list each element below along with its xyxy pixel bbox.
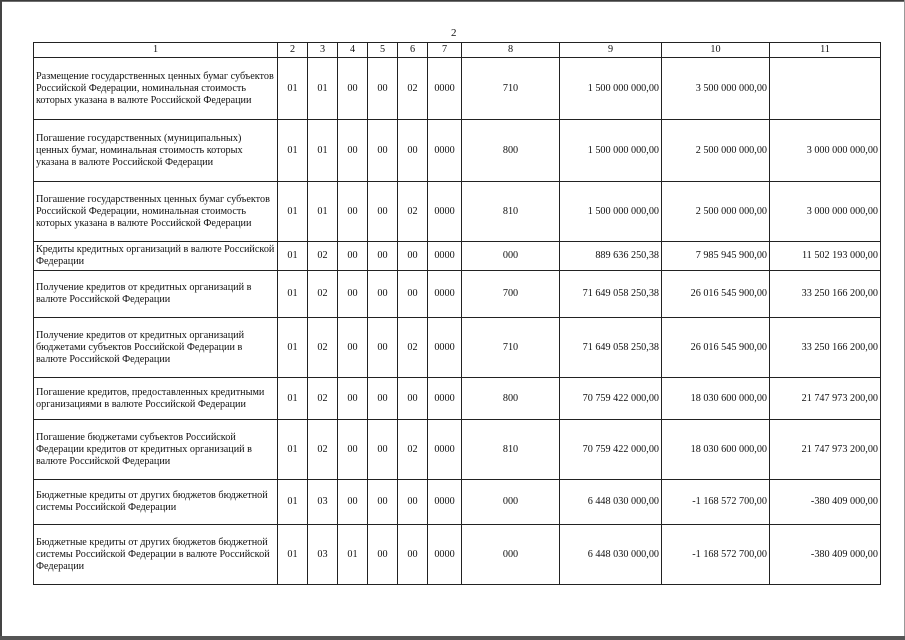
- code-cell: 700: [462, 271, 560, 318]
- code-cell: 02: [308, 318, 338, 378]
- amount-cell: 33 250 166 200,00: [770, 271, 881, 318]
- code-cell: 02: [398, 182, 428, 242]
- code-cell: 02: [398, 420, 428, 480]
- code-cell: 00: [398, 378, 428, 420]
- table-body: [34, 58, 881, 585]
- code-cell: 02: [308, 271, 338, 318]
- code-cell: 01: [278, 271, 308, 318]
- amount-cell: 3 500 000 000,00: [662, 58, 770, 120]
- column-header: 7: [428, 43, 462, 58]
- amount-cell: 71 649 058 250,38: [560, 318, 662, 378]
- code-cell: 00: [398, 480, 428, 525]
- page-number: 2: [451, 27, 457, 39]
- column-number-row: [34, 43, 881, 58]
- code-cell: 0000: [428, 271, 462, 318]
- code-cell: 0000: [428, 242, 462, 271]
- code-cell: 000: [462, 242, 560, 271]
- table-row: [34, 420, 881, 480]
- column-header: 4: [338, 43, 368, 58]
- code-cell: 00: [338, 420, 368, 480]
- code-cell: 01: [278, 120, 308, 182]
- table-row: [34, 242, 881, 271]
- row-name-cell: Получение кредитов от кредитных организаций в валюте Российской Федерации: [34, 271, 278, 318]
- code-cell: 0000: [428, 58, 462, 120]
- row-name-cell: Размещение государственных ценных бумаг субъектов Российской Федерации, номинальная стоимость которых указана в валюте Российской Федерации: [34, 58, 278, 120]
- code-cell: 0000: [428, 182, 462, 242]
- code-cell: 0000: [428, 120, 462, 182]
- amount-cell: 889 636 250,38: [560, 242, 662, 271]
- code-cell: 00: [368, 420, 398, 480]
- code-cell: 01: [278, 525, 308, 585]
- code-cell: 0000: [428, 420, 462, 480]
- scan-edge-top: [0, 0, 905, 2]
- code-cell: 00: [398, 525, 428, 585]
- table-row: [34, 120, 881, 182]
- code-cell: 00: [338, 182, 368, 242]
- table-row: [34, 525, 881, 585]
- code-cell: 01: [308, 58, 338, 120]
- row-name-cell: Бюджетные кредиты от других бюджетов бюджетной системы Российской Федерации: [34, 480, 278, 525]
- code-cell: 01: [338, 525, 368, 585]
- column-header: 5: [368, 43, 398, 58]
- code-cell: 810: [462, 420, 560, 480]
- amount-cell: 18 030 600 000,00: [662, 378, 770, 420]
- row-name-cell: Кредиты кредитных организаций в валюте Российской Федерации: [34, 242, 278, 271]
- amount-cell: 2 500 000 000,00: [662, 182, 770, 242]
- amount-cell: -380 409 000,00: [770, 525, 881, 585]
- code-cell: 01: [278, 420, 308, 480]
- amount-cell: 21 747 973 200,00: [770, 378, 881, 420]
- amount-cell: 7 985 945 900,00: [662, 242, 770, 271]
- column-header: 1: [34, 43, 278, 58]
- table-row: [34, 271, 881, 318]
- code-cell: 0000: [428, 525, 462, 585]
- code-cell: 00: [338, 480, 368, 525]
- row-name-cell: Бюджетные кредиты от других бюджетов бюджетной системы Российской Федерации в валюте Российской Федерации: [34, 525, 278, 585]
- code-cell: 01: [278, 242, 308, 271]
- amount-cell: 71 649 058 250,38: [560, 271, 662, 318]
- code-cell: 01: [308, 120, 338, 182]
- code-cell: 800: [462, 120, 560, 182]
- amount-cell: 26 016 545 900,00: [662, 271, 770, 318]
- amount-cell: -1 168 572 700,00: [662, 525, 770, 585]
- amount-cell: -1 168 572 700,00: [662, 480, 770, 525]
- code-cell: 00: [368, 525, 398, 585]
- code-cell: 00: [368, 120, 398, 182]
- code-cell: 00: [338, 318, 368, 378]
- amount-cell: 21 747 973 200,00: [770, 420, 881, 480]
- column-header: 6: [398, 43, 428, 58]
- code-cell: 810: [462, 182, 560, 242]
- row-name-cell: Погашение бюджетами субъектов Российской Федерации кредитов от кредитных организаций в валюте Российской Федерации: [34, 420, 278, 480]
- code-cell: 00: [368, 480, 398, 525]
- code-cell: 00: [368, 271, 398, 318]
- amount-cell: 11 502 193 000,00: [770, 242, 881, 271]
- code-cell: 00: [368, 182, 398, 242]
- column-header: 10: [662, 43, 770, 58]
- code-cell: 00: [398, 271, 428, 318]
- amount-cell: 33 250 166 200,00: [770, 318, 881, 378]
- column-header: 8: [462, 43, 560, 58]
- code-cell: 00: [338, 58, 368, 120]
- amount-cell: [770, 58, 881, 120]
- code-cell: 0000: [428, 378, 462, 420]
- amount-cell: 3 000 000 000,00: [770, 120, 881, 182]
- amount-cell: 3 000 000 000,00: [770, 182, 881, 242]
- code-cell: 710: [462, 58, 560, 120]
- code-cell: 00: [368, 242, 398, 271]
- amount-cell: 1 500 000 000,00: [560, 120, 662, 182]
- code-cell: 00: [368, 58, 398, 120]
- code-cell: 03: [308, 480, 338, 525]
- code-cell: 800: [462, 378, 560, 420]
- code-cell: 00: [338, 271, 368, 318]
- amount-cell: 1 500 000 000,00: [560, 182, 662, 242]
- code-cell: 02: [308, 242, 338, 271]
- code-cell: 000: [462, 480, 560, 525]
- table-row: [34, 318, 881, 378]
- table-row: [34, 182, 881, 242]
- amount-cell: 70 759 422 000,00: [560, 420, 662, 480]
- code-cell: 00: [368, 318, 398, 378]
- column-header: 9: [560, 43, 662, 58]
- scan-edge-left: [0, 0, 2, 640]
- scan-edge-bottom: [0, 636, 905, 640]
- row-name-cell: Получение кредитов от кредитных организаций бюджетами субъектов Российской Федерации в валюте Российской Федерации: [34, 318, 278, 378]
- amount-cell: 18 030 600 000,00: [662, 420, 770, 480]
- amount-cell: 6 448 030 000,00: [560, 480, 662, 525]
- code-cell: 01: [278, 480, 308, 525]
- amount-cell: -380 409 000,00: [770, 480, 881, 525]
- code-cell: 01: [278, 378, 308, 420]
- code-cell: 02: [308, 378, 338, 420]
- row-name-cell: Погашение государственных ценных бумаг субъектов Российской Федерации, номинальная стоимость которых указана в валюте Российской Федерации: [34, 182, 278, 242]
- code-cell: 0000: [428, 480, 462, 525]
- table-row: [34, 58, 881, 120]
- code-cell: 00: [338, 242, 368, 271]
- amount-cell: 70 759 422 000,00: [560, 378, 662, 420]
- table-row: [34, 378, 881, 420]
- column-header: 2: [278, 43, 308, 58]
- row-name-cell: Погашение государственных (муниципальных) ценных бумаг, номинальная стоимость которых указана в валюте Российской Федерации: [34, 120, 278, 182]
- column-header: 11: [770, 43, 881, 58]
- row-name-cell: Погашение кредитов, предоставленных кредитными организациями в валюте Российской Федерации: [34, 378, 278, 420]
- code-cell: 00: [398, 242, 428, 271]
- code-cell: 03: [308, 525, 338, 585]
- code-cell: 02: [398, 318, 428, 378]
- column-header: 3: [308, 43, 338, 58]
- budget-sources-table: [33, 42, 881, 585]
- code-cell: 01: [308, 182, 338, 242]
- code-cell: 000: [462, 525, 560, 585]
- code-cell: 01: [278, 58, 308, 120]
- amount-cell: 6 448 030 000,00: [560, 525, 662, 585]
- code-cell: 710: [462, 318, 560, 378]
- amount-cell: 2 500 000 000,00: [662, 120, 770, 182]
- table-header: [34, 43, 881, 58]
- amount-cell: 26 016 545 900,00: [662, 318, 770, 378]
- code-cell: 02: [308, 420, 338, 480]
- code-cell: 00: [368, 378, 398, 420]
- code-cell: 00: [398, 120, 428, 182]
- code-cell: 00: [338, 120, 368, 182]
- code-cell: 0000: [428, 318, 462, 378]
- code-cell: 00: [338, 378, 368, 420]
- table-row: [34, 480, 881, 525]
- code-cell: 02: [398, 58, 428, 120]
- code-cell: 01: [278, 318, 308, 378]
- code-cell: 01: [278, 182, 308, 242]
- amount-cell: 1 500 000 000,00: [560, 58, 662, 120]
